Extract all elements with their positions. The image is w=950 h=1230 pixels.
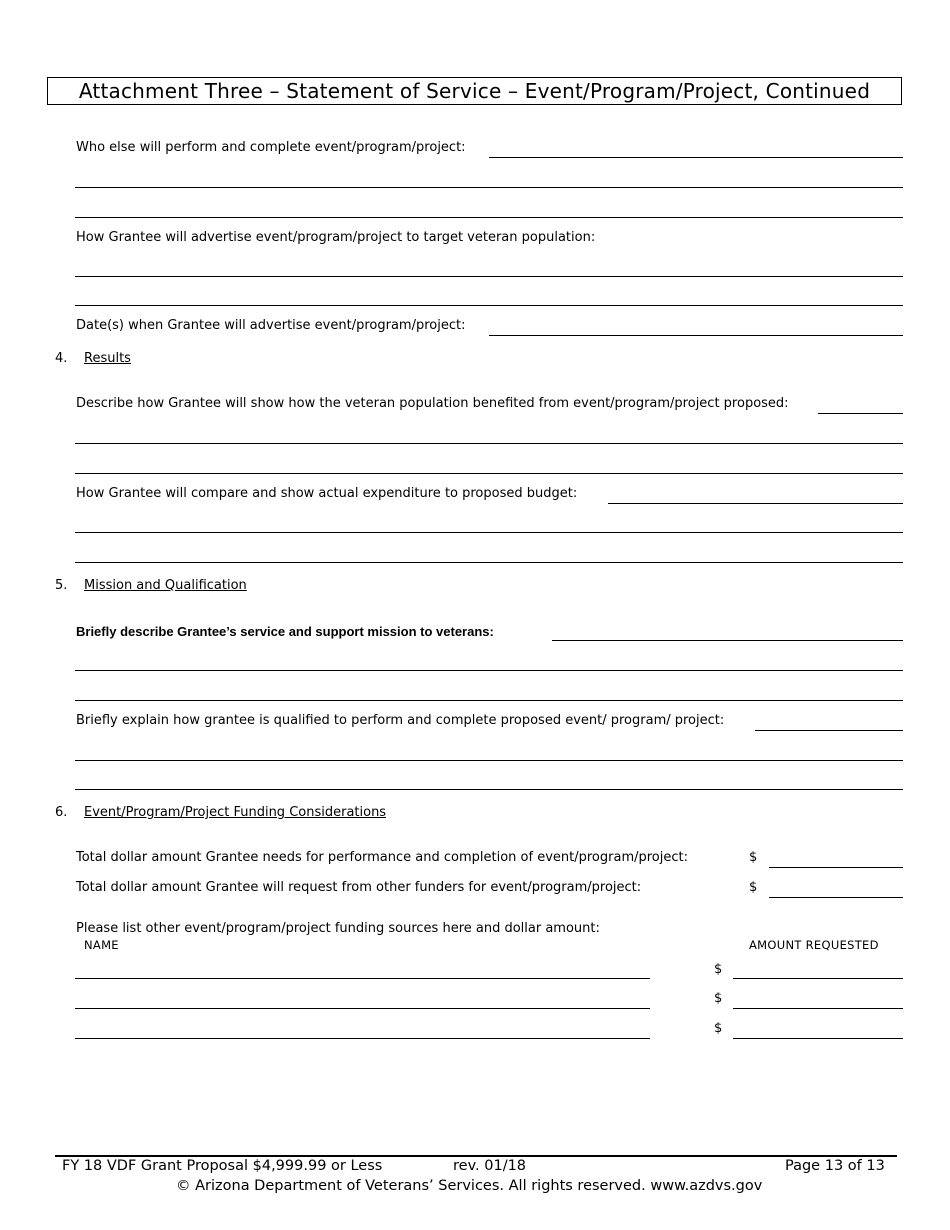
funding-source-name-3[interactable] bbox=[75, 1038, 650, 1039]
section-4-title: Results bbox=[84, 351, 131, 366]
who-else-field-line-3[interactable] bbox=[75, 217, 903, 218]
footer-copyright: © Arizona Department of Veterans’ Services. All rights reserved. www.azdvs.gov bbox=[176, 1178, 763, 1194]
funding-amount-currency-3: $ bbox=[714, 1021, 723, 1036]
who-else-field[interactable] bbox=[489, 157, 903, 158]
mission-field-line-2[interactable] bbox=[75, 670, 903, 671]
section-4-number: 4. bbox=[55, 351, 68, 366]
footer-form-name: FY 18 VDF Grant Proposal $4,999.99 or Less bbox=[62, 1158, 383, 1174]
total-needs-field[interactable] bbox=[769, 867, 903, 868]
total-needs-label: Total dollar amount Grantee needs for performance and completion of event/program/project: bbox=[76, 850, 688, 865]
advertise-how-label: How Grantee will advertise event/program/project to target veteran population: bbox=[76, 230, 596, 245]
qualified-field[interactable] bbox=[755, 730, 903, 731]
funding-amount-3[interactable] bbox=[733, 1038, 903, 1039]
section-5-title: Mission and Qualification bbox=[84, 578, 247, 593]
advertise-how-field[interactable] bbox=[75, 276, 903, 277]
compare-label: How Grantee will compare and show actual expenditure to proposed budget: bbox=[76, 486, 578, 501]
benefit-field-line-2[interactable] bbox=[75, 443, 903, 444]
footer-page-number: Page 13 of 13 bbox=[785, 1158, 885, 1174]
mission-label: Briefly describe Grantee’s service and support mission to veterans: bbox=[76, 624, 494, 639]
total-other-label: Total dollar amount Grantee will request from other funders for event/program/project: bbox=[76, 880, 642, 895]
compare-field[interactable] bbox=[608, 503, 903, 504]
qualified-field-line-3[interactable] bbox=[75, 789, 903, 790]
advertise-dates-field[interactable] bbox=[489, 335, 903, 336]
benefit-label: Describe how Grantee will show how the veteran population benefited from event/program/project proposed: bbox=[76, 396, 789, 411]
compare-field-line-2[interactable] bbox=[75, 532, 903, 533]
section-6-number: 6. bbox=[55, 805, 68, 820]
funding-source-name-1[interactable] bbox=[75, 978, 650, 979]
section-6-title: Event/Program/Project Funding Considerations bbox=[84, 805, 387, 820]
mission-field-line-3[interactable] bbox=[75, 700, 903, 701]
advertise-dates-label: Date(s) when Grantee will advertise event/program/project: bbox=[76, 318, 466, 333]
total-other-field[interactable] bbox=[769, 897, 903, 898]
funding-amount-1[interactable] bbox=[733, 978, 903, 979]
funding-amount-currency-2: $ bbox=[714, 991, 723, 1006]
section-5-number: 5. bbox=[55, 578, 68, 593]
advertise-how-field-line-2[interactable] bbox=[75, 305, 903, 306]
qualified-field-line-2[interactable] bbox=[75, 760, 903, 761]
name-column-header: NAME bbox=[84, 938, 119, 952]
footer-revision: rev. 01/18 bbox=[453, 1158, 527, 1174]
page-title: Attachment Three – Statement of Service – Event/Program/Project, Continued bbox=[47, 77, 902, 105]
benefit-field-line-3[interactable] bbox=[75, 473, 903, 474]
benefit-field[interactable] bbox=[818, 413, 903, 414]
mission-field[interactable] bbox=[552, 640, 903, 641]
total-other-currency: $ bbox=[749, 880, 758, 895]
total-needs-currency: $ bbox=[749, 850, 758, 865]
who-else-label: Who else will perform and complete event/program/project: bbox=[76, 140, 466, 155]
amount-column-header: AMOUNT REQUESTED bbox=[749, 938, 879, 952]
funding-amount-2[interactable] bbox=[733, 1008, 903, 1009]
funding-list-label: Please list other event/program/project funding sources here and dollar amount: bbox=[76, 921, 600, 936]
funding-source-name-2[interactable] bbox=[75, 1008, 650, 1009]
compare-field-line-3[interactable] bbox=[75, 562, 903, 563]
funding-amount-currency-1: $ bbox=[714, 962, 723, 977]
footer-divider bbox=[55, 1155, 897, 1157]
qualified-label: Briefly explain how grantee is qualified to perform and complete proposed event/ program/ project: bbox=[76, 713, 725, 728]
who-else-field-line-2[interactable] bbox=[75, 187, 903, 188]
